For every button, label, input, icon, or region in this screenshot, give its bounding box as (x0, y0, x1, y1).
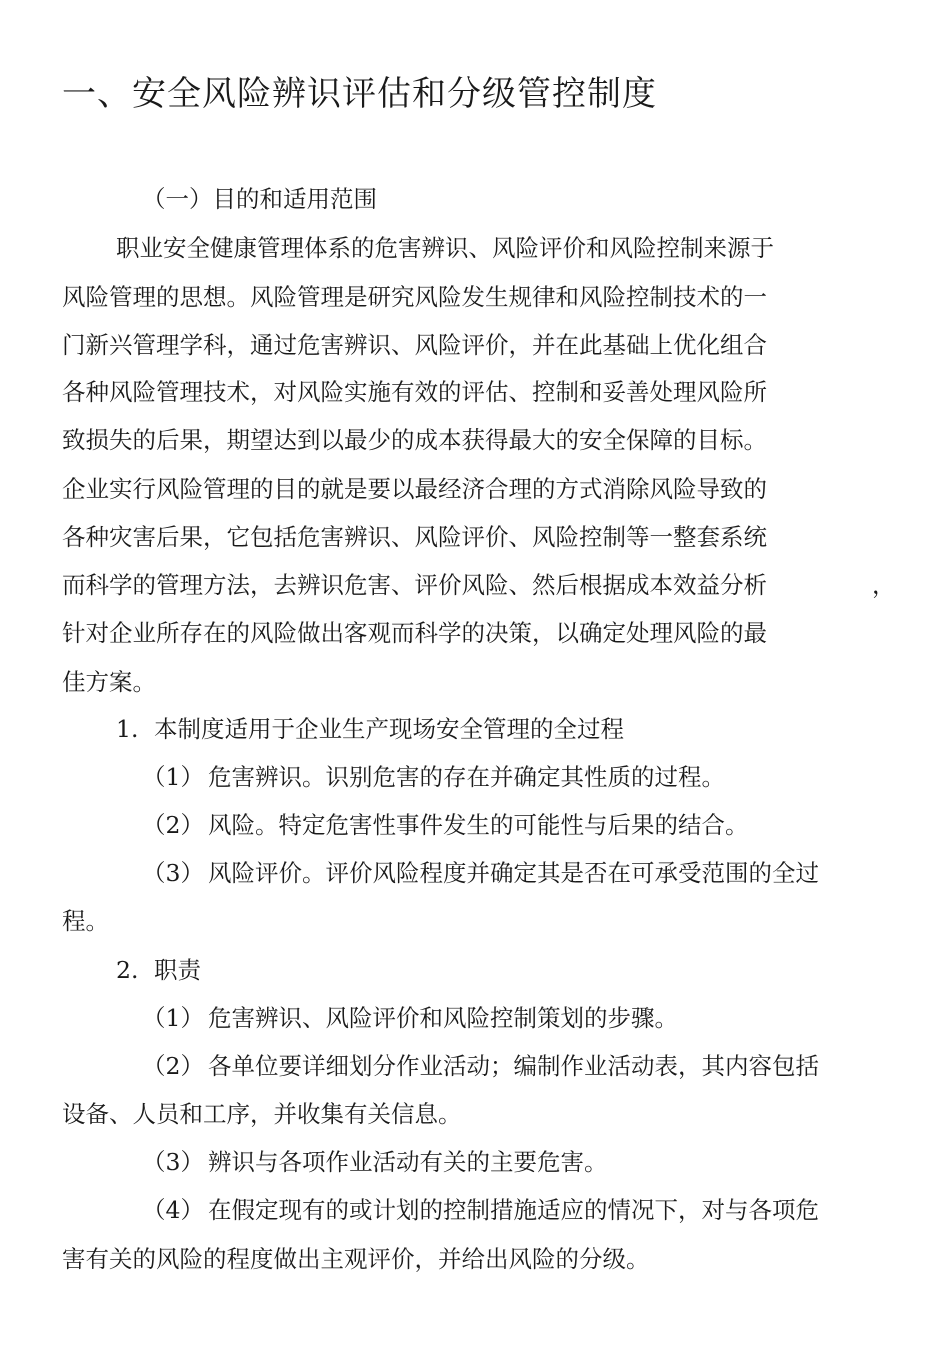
subitem-continuation: 设备、人员和工序，并收集有关信息。 (62, 1100, 462, 1128)
section-heading: （一）目的和适用范围 (142, 185, 377, 213)
subitem (142, 1050, 819, 1082)
item-heading (116, 713, 624, 745)
subitem-number: （1） (142, 1004, 204, 1032)
subitem (142, 1002, 678, 1034)
subitem (142, 1194, 819, 1226)
subitem-number: （3） (142, 859, 204, 887)
document-title: 一、安全风险辨识评估和分级管控制度 (62, 74, 657, 114)
paragraph-line: 企业实行风险管理的目的就是要以最经济合理的方式消除风险导致的 (62, 475, 767, 503)
subitem-number: （2） (142, 811, 204, 839)
subitem-text: 辨识与各项作业活动有关的主要危害。 (208, 1148, 608, 1176)
paragraph-line: 佳方案。 (62, 668, 156, 696)
paragraph-line: 各种风险管理技术，对风险实施有效的评估、控制和妥善处理风险所 (62, 378, 767, 406)
subitem-number: （1） (142, 763, 204, 791)
subitem-text: 危害辨识、风险评价和风险控制策划的步骤。 (208, 1004, 678, 1032)
paragraph-line: 职业安全健康管理体系的危害辨识、风险评价和风险控制来源于 (116, 234, 774, 262)
subitem-number: （4） (142, 1196, 204, 1224)
paragraph-line: 而科学的管理方法，去辨识危害、评价风险、然后根据成本效益分析 (62, 571, 767, 599)
paragraph-line: 致损失的后果，期望达到以最少的成本获得最大的安全保障的目标。 (62, 426, 767, 454)
subitem (142, 761, 725, 793)
subitem-continuation: 害有关的风险的程度做出主观评价，并给出风险的分级。 (62, 1245, 650, 1273)
item-number: 2. (116, 956, 139, 984)
paragraph-line: 风险管理的思想。风险管理是研究风险发生规律和风险控制技术的一 (62, 283, 767, 311)
subitem (142, 857, 819, 889)
paragraph-line: 针对企业所存在的风险做出客观而科学的决策，以确定处理风险的最 (62, 619, 767, 647)
item-number: 1. (116, 715, 139, 743)
subitem-text: 风险。特定危害性事件发生的可能性与后果的结合。 (208, 811, 749, 839)
subitem-text: 危害辨识。识别危害的存在并确定其性质的过程。 (208, 763, 725, 791)
paragraph-line: 门新兴管理学科，通过危害辨识、风险评价，并在此基础上优化组合 (62, 331, 767, 359)
subitem-continuation: 程。 (62, 907, 109, 935)
subitem-number: （2） (142, 1052, 204, 1080)
item-heading (116, 954, 201, 986)
item-text: 本制度适用于企业生产现场安全管理的全过程 (154, 715, 624, 743)
subitem (142, 1146, 608, 1178)
item-text: 职责 (154, 956, 201, 984)
paragraph-line: 各种灾害后果，它包括危害辨识、风险评价、风险控制等一整套系统 (62, 523, 767, 551)
subitem (142, 809, 749, 841)
subitem-text: 各单位要详细划分作业活动；编制作业活动表，其内容包括 (208, 1052, 819, 1080)
stray-comma: ， (872, 571, 896, 599)
subitem-text: 风险评价。评价风险程度并确定其是否在可承受范围的全过 (208, 859, 819, 887)
subitem-text: 在假定现有的或计划的控制措施适应的情况下，对与各项危 (208, 1196, 819, 1224)
subitem-number: （3） (142, 1148, 204, 1176)
